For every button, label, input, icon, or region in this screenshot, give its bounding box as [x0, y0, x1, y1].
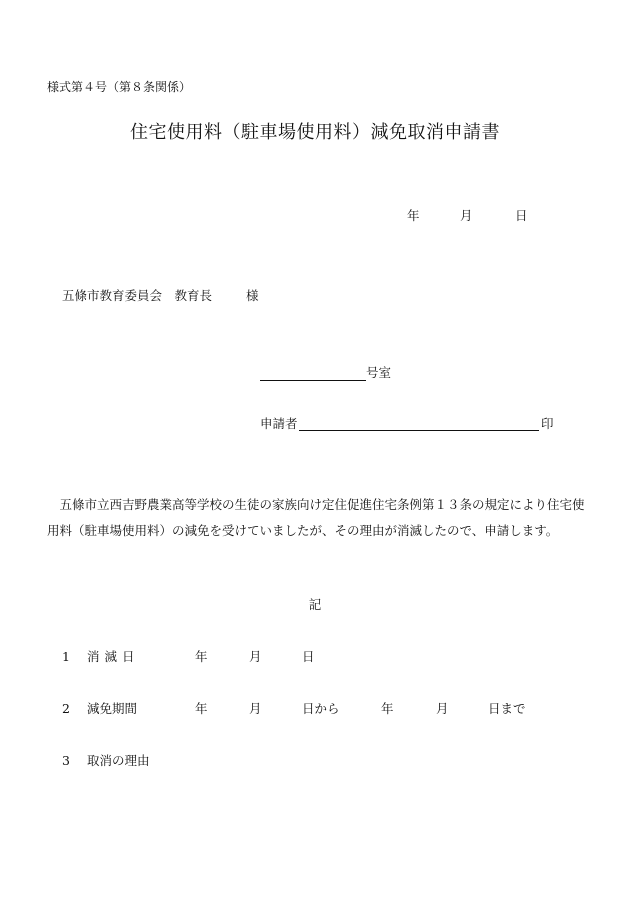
item-from-day: 日から [302, 701, 340, 716]
item-number: 2 [62, 701, 70, 716]
date-year-label: 年 [407, 208, 420, 223]
addressee-name: 五條市教育委員会 教育長 [62, 288, 213, 303]
applicant-name-underline [299, 430, 539, 431]
item-from-month: 月 [249, 701, 262, 716]
body-text [47, 492, 587, 544]
addressee [62, 290, 259, 303]
form-number: 様式第４号（第８条関係） [47, 80, 192, 94]
item-day: 日 [302, 649, 315, 664]
date-month-label: 月 [460, 208, 473, 223]
item-number: 3 [62, 753, 70, 768]
document-title: 住宅使用料（駐車場使用料）減免取消申請書 [130, 122, 500, 143]
item-to-year: 年 [381, 701, 394, 716]
ki-heading: 記 [308, 597, 322, 612]
body-paragraph: 五條市立西吉野農業高等学校の生徒の家族向け定住促進住宅条例第１３条の規定により住宅使用料（駐車場使用料）の減免を受けていましたが、その理由が消滅したので、申請します。 [47, 497, 585, 538]
seal-mark: 印 [541, 416, 554, 431]
date-day-label: 日 [515, 208, 528, 223]
item-label: 消滅日 [87, 649, 140, 664]
item-month: 月 [249, 649, 262, 664]
room-number-underline [260, 380, 366, 381]
item-label: 減免期間 [87, 701, 138, 716]
item-to-month: 月 [436, 701, 449, 716]
item-number: 1 [62, 649, 70, 664]
item-label: 取消の理由 [87, 753, 150, 768]
item-year: 年 [195, 649, 208, 664]
room-label: 号室 [366, 365, 392, 380]
item-from-year: 年 [195, 701, 208, 716]
item-to-day: 日まで [488, 701, 526, 716]
applicant-label: 申請者 [260, 416, 298, 431]
addressee-honorific: 様 [246, 288, 259, 303]
